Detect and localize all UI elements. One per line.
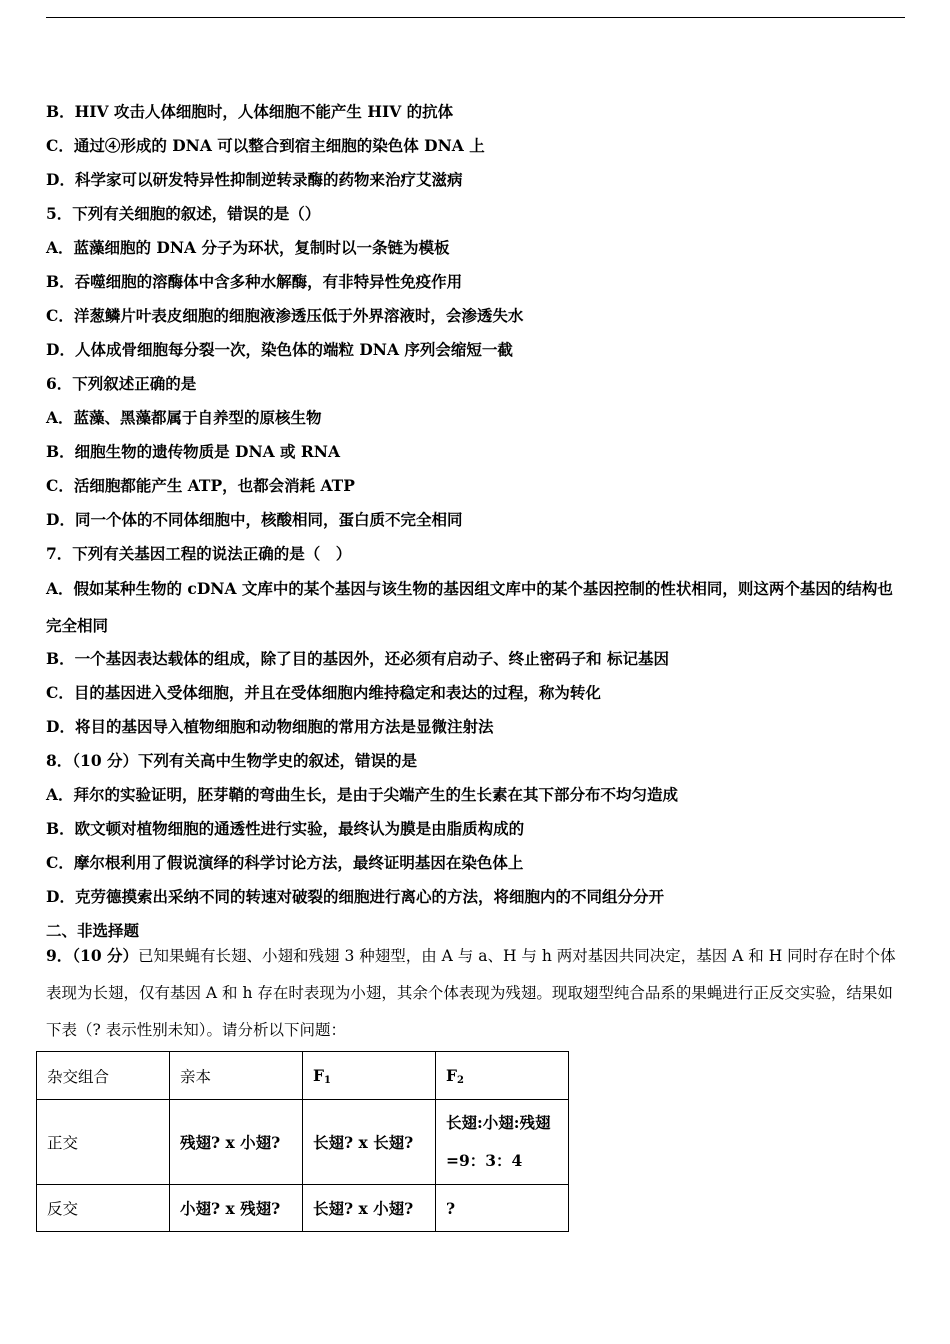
section-heading: 二、非选择题 <box>46 921 140 940</box>
header-rule <box>46 17 905 18</box>
option-6a: A．蓝藻、黑藻都属于自养型的原核生物 <box>46 408 322 427</box>
table-header-cell: 杂交组合 <box>37 1052 170 1100</box>
option-6c: C．活细胞都能产生 ATP，也都会消耗 ATP <box>46 476 355 495</box>
option-6d: D．同一个体的不同体细胞中，核酸相同，蛋白质不完全相同 <box>46 510 463 529</box>
option-5c: C．洋葱鳞片叶表皮细胞的细胞液渗透压低于外界溶液时，会渗透失水 <box>46 306 524 325</box>
option-8b: B．欧文顿对植物细胞的通透性进行实验，最终认为膜是由脂质构成的 <box>46 819 525 838</box>
table-cell: 长翅:小翅:残翅 =9：3：4 <box>436 1100 569 1185</box>
table-cell: 正交 <box>37 1100 170 1185</box>
table-cell: 长翅? x 长翅? <box>303 1100 436 1185</box>
table-header-cell: $F_2$ <box>436 1052 569 1100</box>
table-cell: 长翅? x 小翅? <box>303 1185 436 1232</box>
option-8c: C．摩尔根利用了假说演绎的科学讨论方法，最终证明基因在染色体上 <box>46 853 524 872</box>
question-5: 5．下列有关细胞的叙述，错误的是（） <box>46 204 321 223</box>
question-9 <box>46 937 906 1049</box>
table-cell: 残翅? x 小翅? <box>170 1100 303 1185</box>
option-7d: D．将目的基因导入植物细胞和动物细胞的常用方法是显微注射法 <box>46 717 494 736</box>
option-7b: B．一个基因表达载体的组成，除了目的基因外，还必须有启动子、终止密码子和 标记基因 <box>46 649 669 668</box>
table-header-cell: $F_1$ <box>303 1052 436 1100</box>
table-cell: 小翅? x 残翅? <box>170 1185 303 1232</box>
option-8a: A．拜尔的实验证明，胚芽鞘的弯曲生长，是由于尖端产生的生长素在其下部分布不均匀造成 <box>46 785 679 804</box>
option-7a: A．假如某种生物的 cDNA 文库中的某个基因与该生物的基因组文库中的某个基因控制的性状相同，则这两个基因的结构也完全相同 <box>46 579 893 635</box>
option-4b: B．HIV 攻击人体细胞时，人体细胞不能产生 HIV 的抗体 <box>46 102 454 121</box>
question-9-text: 已知果蝇有长翅、小翅和残翅 3 种翅型，由 A 与 a、H 与 h 两对基因共同决定，基因 A 和 H 同时存在时个体表现为长翅，仅有基因 A 和 h 存在时表现为小翅，其余个体表现为残翅。现取翅型纯合品系的果蝇进行正反交实验，结果如下表（? 表示性别未知）。请分析以下问题： <box>46 947 896 1039</box>
question-7: 7．下列有关基因工程的说法正确的是（ ） <box>46 544 352 563</box>
table-row <box>37 1185 569 1232</box>
table-cell: 反交 <box>37 1185 170 1232</box>
question-8: 8．（10 分）下列有关高中生物学史的叙述，错误的是 <box>46 751 418 770</box>
option-8d: D．克劳德摸索出采纳不同的转速对破裂的细胞进行离心的方法，将细胞内的不同组分分开 <box>46 887 664 906</box>
table-cell: ? <box>436 1185 569 1232</box>
table-row <box>37 1100 569 1185</box>
option-5b: B．吞噬细胞的溶酶体中含多种水解酶，有非特异性免疫作用 <box>46 272 463 291</box>
option-5a: A．蓝藻细胞的 DNA 分子为环状，复制时以一条链为模板 <box>46 238 450 257</box>
question-9-number: 9．（10 分） <box>46 946 139 965</box>
option-4c: C．通过④形成的 DNA 可以整合到宿主细胞的染色体 DNA 上 <box>46 136 485 155</box>
cross-results-table <box>36 1051 569 1232</box>
option-4d: D．科学家可以研发特异性抑制逆转录酶的药物来治疗艾滋病 <box>46 170 463 189</box>
table-header-cell: 亲本 <box>170 1052 303 1100</box>
option-5d: D．人体成骨细胞每分裂一次，染色体的端粒 DNA 序列会缩短一截 <box>46 340 513 359</box>
option-7c: C．目的基因进入受体细胞，并且在受体细胞内维持稳定和表达的过程，称为转化 <box>46 683 601 702</box>
table-header-row <box>37 1052 569 1100</box>
option-6b: B．细胞生物的遗传物质是 DNA 或 RNA <box>46 442 341 461</box>
question-6: 6．下列叙述正确的是 <box>46 374 197 393</box>
